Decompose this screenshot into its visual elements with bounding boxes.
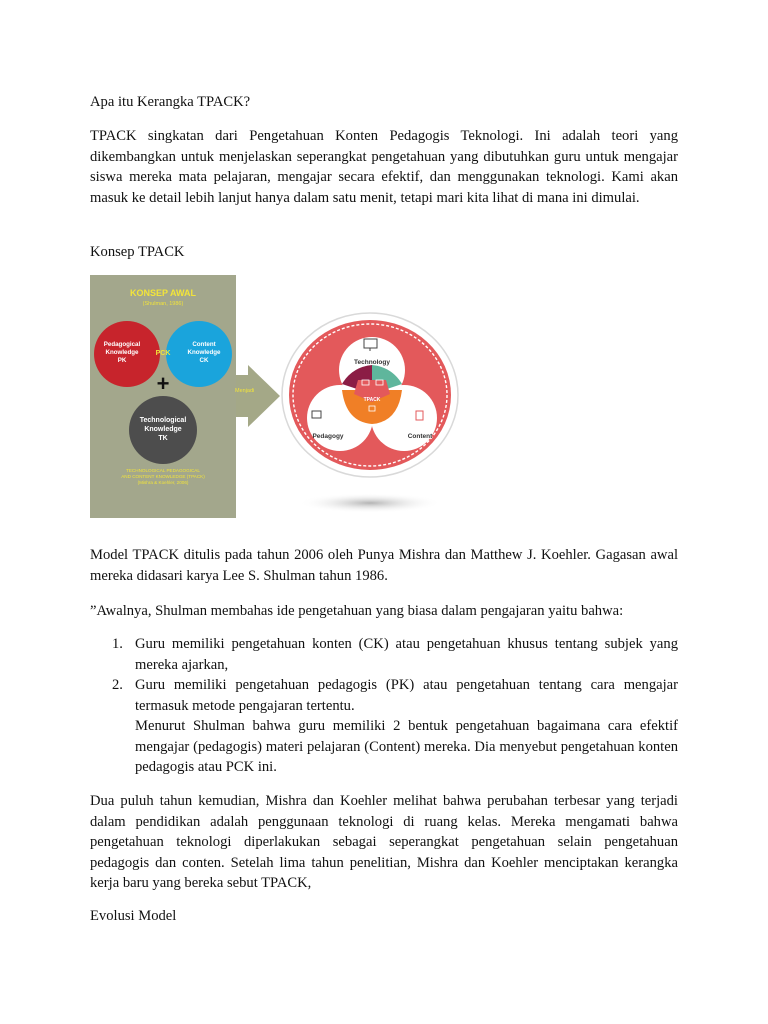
pedagogy-label: Pedagogy bbox=[312, 433, 344, 440]
footer-line-2: AND CONTENT KNOWLEDGE (TPACK) bbox=[121, 474, 205, 479]
tk-label-2: Knowledge bbox=[144, 426, 182, 433]
tk-label-3: TK bbox=[158, 435, 168, 442]
konsep-awal-title: KONSEP AWAL bbox=[129, 288, 197, 298]
menjadi-label: Menjadi bbox=[235, 388, 255, 394]
ck-label-3: CK bbox=[199, 357, 209, 364]
tk-label-1: Technological bbox=[139, 417, 187, 424]
list-item bbox=[90, 634, 678, 675]
technology-label: Technology bbox=[354, 359, 390, 366]
ck-label-2: Knowledge bbox=[187, 349, 221, 356]
pk-label-1: Pedagogical bbox=[103, 341, 141, 348]
content-label: Content bbox=[407, 433, 433, 440]
list-item-text: Guru memiliki pengetahuan konten (CK) atau pengetahuan khusus tentang subjek yang mereka ajarkan, bbox=[135, 636, 678, 673]
list-item-extra: Menurut Shulman bahwa guru memiliki 2 bentuk pengetahuan bagaimana cara efektif mengajar (pedagogis) materi pelajaran (Content) mereka. Dia menyebut pengetahuan konten pedagogis atau PCK ini. bbox=[135, 718, 678, 775]
heading-konsep: Konsep TPACK bbox=[90, 244, 185, 260]
konsep-awal-subtitle: (Shulman, 1986) bbox=[142, 301, 184, 307]
list-number: 1. bbox=[112, 636, 123, 652]
footer-line-1: TECHNOLOGICAL PEDAGOGICAL bbox=[126, 468, 200, 473]
list-item bbox=[90, 675, 678, 778]
paragraph-dua-puluh: Dua puluh tahun kemudian, Mishra dan Koehler melihat bahwa perubahan terbesar yang terjadi dalam pendidikan adalah penggunaan teknologi di ruang kelas. Mereka mengamati bahwa pengetahuan teknologi diperlakukan sebagai seperangkat pengetahuan selain pengetahuan pedagogis dan conten. Setelah lima tahun penelitian, Mishra dan Koehler menciptakan kerangka kerja baru yang bereka sebut TPACK, bbox=[90, 793, 678, 891]
list-item-text: Guru memiliki pengetahuan pedagogis (PK) atau pengetahuan tentang cara mengajar termasuk metode pengajaran tertentu. bbox=[135, 677, 678, 714]
heading-apa-itu: Apa itu Kerangka TPACK? bbox=[90, 94, 251, 110]
numbered-list bbox=[90, 634, 678, 778]
pk-label-3: PK bbox=[117, 357, 127, 364]
footer-line-3: (Mishra & Koehler, 2006) bbox=[137, 480, 189, 485]
ck-label-1: Content bbox=[192, 341, 216, 348]
plus-sign: + bbox=[156, 371, 170, 396]
paragraph-awalnya: ”Awalnya, Shulman membahas ide pengetahuan yang biasa dalam pengajaran yaitu bahwa: bbox=[90, 603, 624, 619]
heading-evolusi: Evolusi Model bbox=[90, 908, 177, 924]
paragraph-model: Model TPACK ditulis pada tahun 2006 oleh Punya Mishra dan Matthew J. Koehler. Gagasan awal mereka didasari karya Lee S. Shulman tahun 1986. bbox=[90, 547, 678, 584]
pk-label-2: Knowledge bbox=[105, 349, 139, 356]
pck-label: PCK bbox=[155, 350, 171, 357]
tpack-label: TPACK bbox=[363, 397, 381, 403]
arrow-shape bbox=[236, 365, 280, 427]
list-number: 2. bbox=[112, 677, 123, 693]
diagram-shadow bbox=[298, 493, 442, 513]
tpack-concept-figure bbox=[90, 272, 550, 522]
paragraph-intro: TPACK singkatan dari Pengetahuan Konten Pedagogis Teknologi. Ini adalah teori yang dikembangkan untuk menjelaskan seperangkat pengetahuan yang dibutuhkan guru untuk mengajar siswa mereka mata pelajaran, mengajar secara efektif, dan menggunakan teknologi. Kami akan masuk ke detail lebih lanjut hanya dalam satu menit, tetapi mari kita lihat di mana ini dimulai. bbox=[90, 128, 678, 206]
